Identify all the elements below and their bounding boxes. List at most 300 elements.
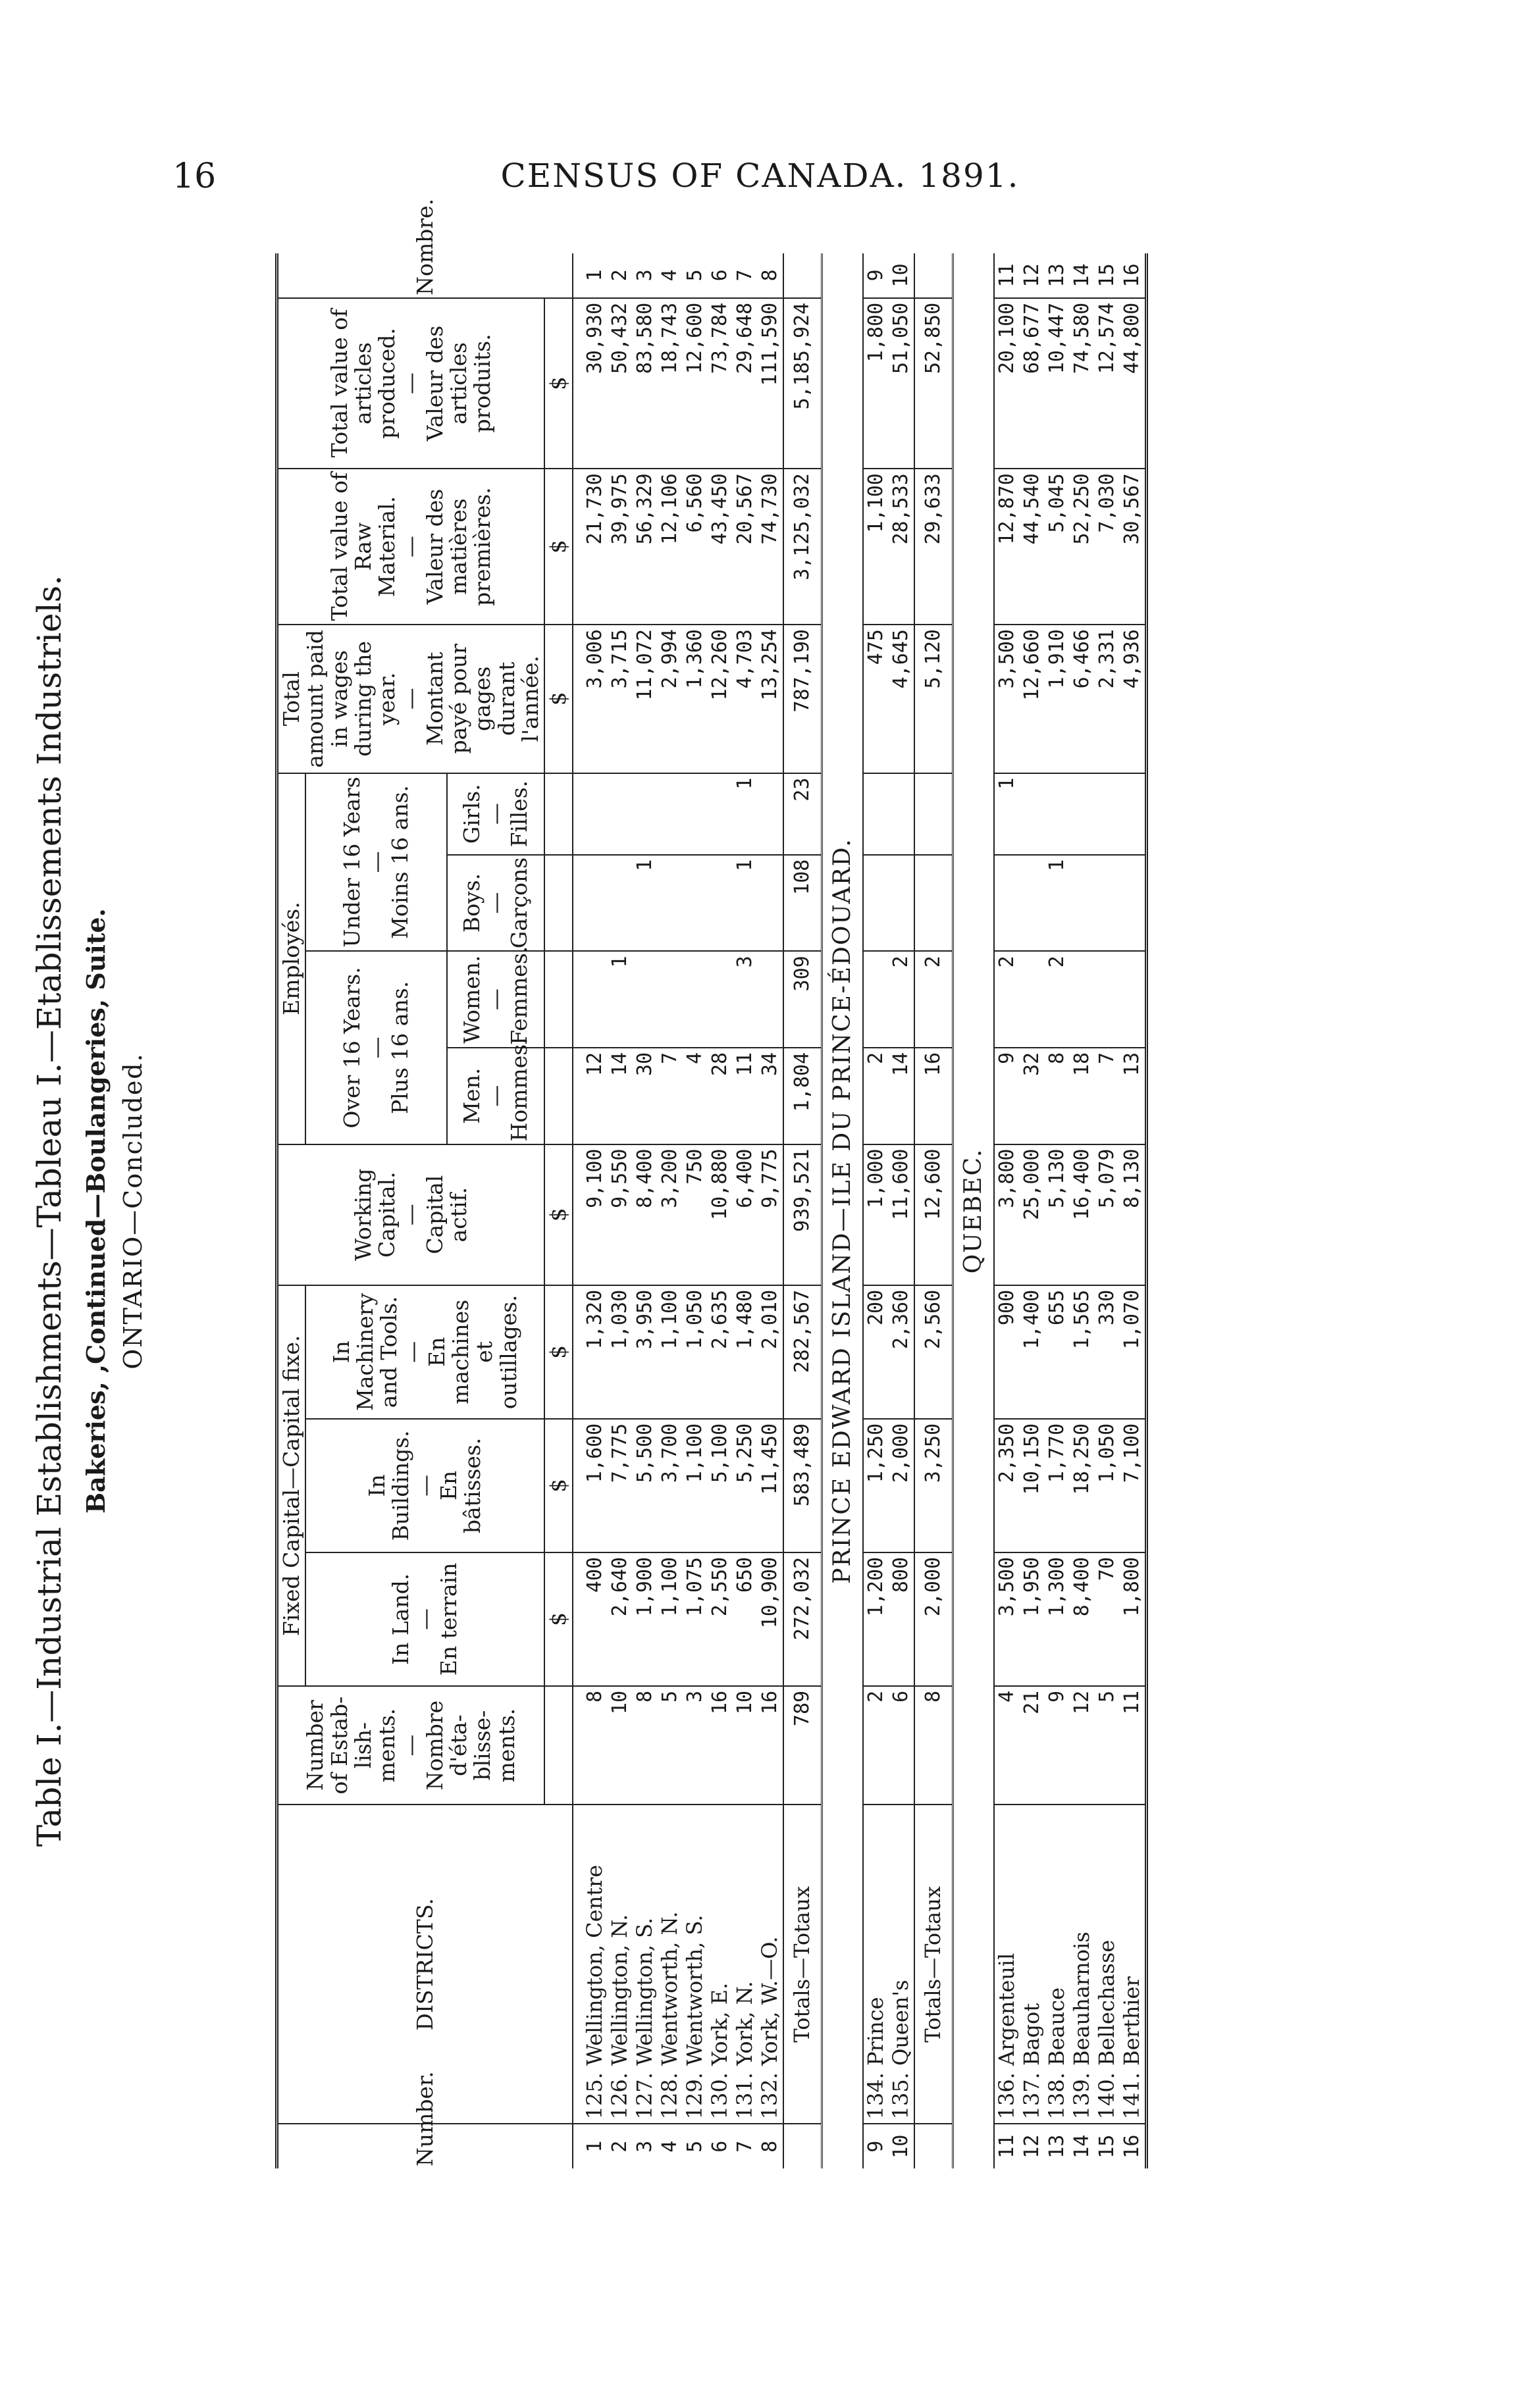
row-number: 7 bbox=[733, 2140, 757, 2153]
table-row bbox=[889, 253, 914, 2168]
row-nombre: 4 bbox=[658, 253, 683, 298]
cell-working: 5,079 bbox=[1095, 1144, 1120, 1285]
col-men-unit bbox=[544, 1048, 572, 1144]
spacer-cell bbox=[573, 1419, 583, 1552]
row-nombre: 8 bbox=[758, 253, 783, 298]
spacer-cell bbox=[573, 1805, 583, 2124]
cell-boys bbox=[863, 855, 889, 952]
col-fixed-capital-header: Fixed Capital—Capital fixe. bbox=[277, 1285, 306, 1686]
cell-men: 14 bbox=[608, 1048, 633, 1144]
col-nombre-header: Nombre. bbox=[277, 253, 573, 298]
table-row bbox=[683, 253, 708, 2168]
page-header: CENSUS OF CANADA. 1891. bbox=[500, 157, 1020, 195]
cell-machinery: 330 bbox=[1095, 1285, 1120, 1419]
cell-machinery: 900 bbox=[994, 1285, 1020, 1419]
total-produced: 52,850 bbox=[914, 298, 953, 469]
cell-wages: 4,936 bbox=[1120, 625, 1147, 773]
cell-machinery: 1,070 bbox=[1120, 1285, 1147, 1419]
cell-produced: 29,648 bbox=[733, 298, 758, 469]
cell-boys: 1 bbox=[733, 855, 758, 952]
cell-raw: 43,450 bbox=[708, 469, 733, 625]
cell-wages: 1,910 bbox=[1045, 625, 1070, 773]
row-nombre: 14 bbox=[1070, 253, 1095, 298]
cell-wages: 2,331 bbox=[1095, 625, 1120, 773]
total-girls bbox=[914, 773, 953, 855]
cell-boys: 1 bbox=[633, 855, 658, 952]
cell-boys bbox=[1120, 855, 1147, 952]
cell-women bbox=[683, 951, 708, 1048]
col-over16-header: Over 16 Years. — Plus 16 ans. bbox=[305, 951, 447, 1144]
table-row bbox=[708, 253, 733, 2168]
total-machinery: 2,560 bbox=[914, 1285, 953, 1419]
cell-estab: 8 bbox=[583, 1686, 608, 1805]
cell-boys bbox=[1095, 855, 1120, 952]
row-nombre: 5 bbox=[683, 253, 708, 298]
row-number: 11 bbox=[995, 2134, 1019, 2159]
cell-produced: 10,447 bbox=[1045, 298, 1070, 469]
cell-buildings: 5,250 bbox=[733, 1419, 758, 1552]
cell-estab: 16 bbox=[708, 1686, 733, 1805]
cell-wages: 4,703 bbox=[733, 625, 758, 773]
cell-women bbox=[583, 951, 608, 1048]
total-produced: 5,185,924 bbox=[783, 298, 822, 469]
table-subtitle: Bakeries, ,Continued—Boulangeries, Suite. bbox=[81, 908, 111, 1514]
table-row bbox=[863, 253, 889, 2168]
row-number: 3 bbox=[633, 2140, 657, 2153]
cell-working: 10,880 bbox=[708, 1144, 733, 1285]
cell-wages: 12,260 bbox=[708, 625, 733, 773]
cell-raw: 30,567 bbox=[1120, 469, 1147, 625]
col-men-header: Men. — Hommes. bbox=[447, 1048, 544, 1144]
totals-label: Totals—Totaux bbox=[914, 1805, 953, 2124]
spacer-cell bbox=[573, 773, 583, 855]
cell-buildings: 7,775 bbox=[608, 1419, 633, 1552]
total-buildings: 3,250 bbox=[914, 1419, 953, 1552]
cell-buildings: 1,770 bbox=[1045, 1419, 1070, 1552]
cell-land: 2,550 bbox=[708, 1552, 733, 1686]
cell-women: 1 bbox=[608, 951, 633, 1048]
total-boys bbox=[914, 855, 953, 952]
section-heading: QUEBEC. bbox=[953, 253, 994, 2168]
cell-women: 3 bbox=[733, 951, 758, 1048]
row-number: 12 bbox=[1020, 2134, 1044, 2159]
cell-men: 2 bbox=[863, 1048, 889, 1144]
cell-women bbox=[633, 951, 658, 1048]
row-number: 14 bbox=[1070, 2134, 1094, 2159]
total-men: 1,804 bbox=[783, 1048, 822, 1144]
spacer-cell bbox=[573, 1552, 583, 1686]
cell-buildings: 2,000 bbox=[889, 1419, 914, 1552]
cell-boys bbox=[708, 855, 733, 952]
cell-girls bbox=[658, 773, 683, 855]
col-wages-unit: $ bbox=[544, 625, 572, 773]
col-produced-unit: $ bbox=[544, 298, 572, 469]
district-name: 137. Bagot bbox=[1020, 1805, 1045, 2124]
totals-row bbox=[783, 253, 822, 2168]
cell-buildings: 11,450 bbox=[758, 1419, 783, 1552]
col-boys-header: Boys. — Garçons bbox=[447, 855, 544, 952]
col-women-unit bbox=[544, 951, 572, 1048]
col-land-header: In Land. — En terrain bbox=[305, 1552, 544, 1686]
totals-number bbox=[914, 2124, 953, 2168]
cell-estab: 5 bbox=[658, 1686, 683, 1805]
cell-buildings: 5,500 bbox=[633, 1419, 658, 1552]
cell-raw: 74,730 bbox=[758, 469, 783, 625]
table-row bbox=[733, 253, 758, 2168]
cell-women bbox=[708, 951, 733, 1048]
cell-raw: 6,560 bbox=[683, 469, 708, 625]
cell-wages: 2,994 bbox=[658, 625, 683, 773]
col-buildings-header: In Buildings. — En bâtisses. bbox=[305, 1419, 544, 1552]
total-women: 2 bbox=[914, 951, 953, 1048]
col-estab-header: Number of Estab-lish-ments. — Nombre d'éta-blisse-ments. bbox=[277, 1686, 545, 1805]
totals-nombre bbox=[783, 253, 822, 298]
cell-produced: 12,600 bbox=[683, 298, 708, 469]
row-number: 6 bbox=[708, 2140, 732, 2153]
spacer-cell bbox=[573, 253, 583, 298]
row-nombre: 1 bbox=[583, 253, 608, 298]
district-name: 135. Queen's bbox=[889, 1805, 914, 2124]
cell-machinery: 2,010 bbox=[758, 1285, 783, 1419]
total-buildings: 583,489 bbox=[783, 1419, 822, 1552]
district-name: 131. York, N. bbox=[733, 1805, 758, 2124]
table-title: Table I.—Industrial Establishments—Tableau I.—Etablissements Industriels. bbox=[30, 575, 68, 1847]
spacer-cell bbox=[573, 951, 583, 1048]
cell-land: 800 bbox=[889, 1552, 914, 1686]
cell-estab: 10 bbox=[733, 1686, 758, 1805]
cell-girls bbox=[708, 773, 733, 855]
cell-women bbox=[863, 951, 889, 1048]
row-nombre: 9 bbox=[863, 253, 889, 298]
cell-machinery: 1,565 bbox=[1070, 1285, 1095, 1419]
cell-produced: 1,800 bbox=[863, 298, 889, 469]
cell-buildings: 1,250 bbox=[863, 1419, 889, 1552]
table-body bbox=[573, 253, 1147, 2168]
col-buildings-unit: $ bbox=[544, 1419, 572, 1552]
page-number: 16 bbox=[172, 157, 217, 196]
col-boys-unit bbox=[544, 855, 572, 952]
cell-boys bbox=[758, 855, 783, 952]
cell-estab: 3 bbox=[683, 1686, 708, 1805]
col-girls-unit bbox=[544, 773, 572, 855]
table-row bbox=[1120, 253, 1147, 2168]
total-land: 2,000 bbox=[914, 1552, 953, 1686]
cell-land: 1,075 bbox=[683, 1552, 708, 1686]
row-nombre: 15 bbox=[1095, 253, 1120, 298]
cell-machinery: 2,360 bbox=[889, 1285, 914, 1419]
cell-men: 18 bbox=[1070, 1048, 1095, 1144]
cell-estab: 4 bbox=[994, 1686, 1020, 1805]
table-row bbox=[758, 253, 783, 2168]
total-wages: 5,120 bbox=[914, 625, 953, 773]
total-women: 309 bbox=[783, 951, 822, 1048]
cell-girls bbox=[1095, 773, 1120, 855]
cell-buildings: 7,100 bbox=[1120, 1419, 1147, 1552]
cell-produced: 111,590 bbox=[758, 298, 783, 469]
cell-raw: 56,329 bbox=[633, 469, 658, 625]
row-nombre: 3 bbox=[633, 253, 658, 298]
cell-machinery: 1,320 bbox=[583, 1285, 608, 1419]
total-land: 272,032 bbox=[783, 1552, 822, 1686]
cell-produced: 83,580 bbox=[633, 298, 658, 469]
cell-men: 8 bbox=[1045, 1048, 1070, 1144]
spacer-cell bbox=[573, 469, 583, 625]
cell-buildings: 5,100 bbox=[708, 1419, 733, 1552]
rotated-table-block bbox=[30, 198, 1481, 2168]
cell-boys bbox=[658, 855, 683, 952]
cell-estab: 8 bbox=[633, 1686, 658, 1805]
cell-girls bbox=[1120, 773, 1147, 855]
col-machinery-unit: $ bbox=[544, 1285, 572, 1419]
cell-boys bbox=[1070, 855, 1095, 952]
col-women-header: Women. — Femmes. bbox=[447, 951, 544, 1048]
cell-men: 12 bbox=[583, 1048, 608, 1144]
cell-women bbox=[758, 951, 783, 1048]
district-name: 128. Wentworth, N. bbox=[658, 1805, 683, 2124]
cell-women bbox=[1095, 951, 1120, 1048]
cell-men: 30 bbox=[633, 1048, 658, 1144]
cell-working: 6,400 bbox=[733, 1144, 758, 1285]
cell-estab: 12 bbox=[1070, 1686, 1095, 1805]
cell-land: 1,900 bbox=[633, 1552, 658, 1686]
table-row bbox=[608, 253, 633, 2168]
cell-girls bbox=[1070, 773, 1095, 855]
cell-wages: 475 bbox=[863, 625, 889, 773]
total-raw: 3,125,032 bbox=[783, 469, 822, 625]
spacer-cell bbox=[573, 1144, 583, 1285]
cell-girls bbox=[683, 773, 708, 855]
cell-men: 13 bbox=[1120, 1048, 1147, 1144]
row-number: 9 bbox=[864, 2140, 888, 2153]
section-heading: PRINCE EDWARD ISLAND—ILE DU PRINCE-ÉDOUARD. bbox=[822, 253, 863, 2168]
cell-men: 32 bbox=[1020, 1048, 1045, 1144]
cell-raw: 1,100 bbox=[863, 469, 889, 625]
cell-girls bbox=[1020, 773, 1045, 855]
cell-wages: 3,715 bbox=[608, 625, 633, 773]
row-nombre: 16 bbox=[1120, 253, 1147, 298]
total-working: 939,521 bbox=[783, 1144, 822, 1285]
district-name: 138. Beauce bbox=[1045, 1805, 1070, 2124]
spacer-row bbox=[573, 253, 583, 2168]
row-number: 5 bbox=[683, 2140, 707, 2153]
cell-girls: 1 bbox=[994, 773, 1020, 855]
cell-girls bbox=[633, 773, 658, 855]
cell-wages: 4,645 bbox=[889, 625, 914, 773]
table-row bbox=[994, 253, 1020, 2168]
district-name: 127. Wellington, S. bbox=[633, 1805, 658, 2124]
spacer-cell bbox=[573, 1048, 583, 1144]
cell-machinery: 3,950 bbox=[633, 1285, 658, 1419]
col-under16-header: Under 16 Years — Moins 16 ans. bbox=[305, 773, 447, 952]
row-nombre: 13 bbox=[1045, 253, 1070, 298]
cell-machinery: 1,400 bbox=[1020, 1285, 1045, 1419]
row-number: 16 bbox=[1120, 2124, 1147, 2168]
cell-women: 2 bbox=[994, 951, 1020, 1048]
cell-working: 25,000 bbox=[1020, 1144, 1045, 1285]
col-girls-header: Girls. — Filles. bbox=[447, 773, 544, 855]
district-name: 139. Beauharnois bbox=[1070, 1805, 1095, 2124]
row-nombre: 11 bbox=[994, 253, 1020, 298]
cell-working: 750 bbox=[683, 1144, 708, 1285]
cell-produced: 18,743 bbox=[658, 298, 683, 469]
totals-nombre bbox=[914, 253, 953, 298]
row-nombre: 2 bbox=[608, 253, 633, 298]
district-name: 141. Berthier bbox=[1120, 1805, 1147, 2124]
row-number: 13 bbox=[1045, 2134, 1069, 2159]
row-number: 15 bbox=[1095, 2134, 1119, 2159]
cell-boys bbox=[608, 855, 633, 952]
cell-wages: 6,466 bbox=[1070, 625, 1095, 773]
totals-number bbox=[783, 2124, 822, 2168]
cell-wages: 13,254 bbox=[758, 625, 783, 773]
cell-working: 11,600 bbox=[889, 1144, 914, 1285]
cell-estab: 2 bbox=[863, 1686, 889, 1805]
cell-produced: 74,580 bbox=[1070, 298, 1095, 469]
cell-boys bbox=[683, 855, 708, 952]
cell-produced: 20,100 bbox=[994, 298, 1020, 469]
table-row bbox=[1020, 253, 1045, 2168]
district-name: 136. Argenteuil bbox=[994, 1805, 1020, 2124]
cell-produced: 12,574 bbox=[1095, 298, 1120, 469]
table-row bbox=[658, 253, 683, 2168]
section-heading-row bbox=[953, 253, 994, 2168]
row-nombre: 6 bbox=[708, 253, 733, 298]
col-estab-unit bbox=[544, 1686, 572, 1805]
cell-men: 9 bbox=[994, 1048, 1020, 1144]
col-wages-header: Total amount paid in wages during the year. — Montant payé pour gages durant l'année. bbox=[277, 625, 545, 773]
cell-women: 2 bbox=[1045, 951, 1070, 1048]
cell-working: 3,200 bbox=[658, 1144, 683, 1285]
table-row bbox=[1045, 253, 1070, 2168]
cell-women bbox=[1070, 951, 1095, 1048]
total-girls: 23 bbox=[783, 773, 822, 855]
cell-raw: 39,975 bbox=[608, 469, 633, 625]
cell-produced: 73,784 bbox=[708, 298, 733, 469]
cell-wages: 11,072 bbox=[633, 625, 658, 773]
section-heading-row bbox=[822, 253, 863, 2168]
cell-boys bbox=[583, 855, 608, 952]
cell-land: 400 bbox=[583, 1552, 608, 1686]
cell-girls: 1 bbox=[733, 773, 758, 855]
district-name: 129. Wentworth, S. bbox=[683, 1805, 708, 2124]
total-boys: 108 bbox=[783, 855, 822, 952]
cell-land: 1,800 bbox=[1120, 1552, 1147, 1686]
cell-machinery: 2,635 bbox=[708, 1285, 733, 1419]
row-number: 2 bbox=[608, 2140, 632, 2153]
row-nombre: 12 bbox=[1020, 253, 1045, 298]
cell-estab: 11 bbox=[1120, 1686, 1147, 1805]
cell-machinery: 1,100 bbox=[658, 1285, 683, 1419]
col-raw-unit: $ bbox=[544, 469, 572, 625]
spacer-cell bbox=[573, 625, 583, 773]
cell-machinery: 1,030 bbox=[608, 1285, 633, 1419]
table-region: ONTARIO—Concluded. bbox=[118, 1052, 147, 1370]
col-employes-header: Employés. bbox=[277, 773, 306, 1144]
col-working-header: Working Capital. — Capital actif. bbox=[277, 1144, 545, 1285]
cell-working: 1,000 bbox=[863, 1144, 889, 1285]
row-number: 10 bbox=[889, 2134, 913, 2159]
cell-girls bbox=[889, 773, 914, 855]
cell-machinery: 200 bbox=[863, 1285, 889, 1419]
cell-produced: 30,930 bbox=[583, 298, 608, 469]
cell-land: 650 bbox=[733, 1552, 758, 1686]
cell-raw: 20,567 bbox=[733, 469, 758, 625]
cell-raw: 12,870 bbox=[994, 469, 1020, 625]
table-row bbox=[583, 253, 608, 2168]
cell-girls bbox=[583, 773, 608, 855]
col-machinery-header: In Machinery and Tools. — En machines et outillages. bbox=[305, 1285, 544, 1419]
col-number-header: Number. bbox=[277, 2124, 573, 2168]
table-row bbox=[633, 253, 658, 2168]
col-working-unit: $ bbox=[544, 1144, 572, 1285]
district-name: 134. Prince bbox=[863, 1805, 889, 2124]
total-estab: 8 bbox=[914, 1686, 953, 1805]
total-machinery: 282,567 bbox=[783, 1285, 822, 1419]
table-row bbox=[1070, 253, 1095, 2168]
cell-working: 8,400 bbox=[633, 1144, 658, 1285]
totals-label: Totals—Totaux bbox=[783, 1805, 822, 2124]
cell-land: 1,200 bbox=[863, 1552, 889, 1686]
cell-men: 11 bbox=[733, 1048, 758, 1144]
cell-machinery: 1,480 bbox=[733, 1285, 758, 1419]
cell-women bbox=[1020, 951, 1045, 1048]
cell-produced: 68,677 bbox=[1020, 298, 1045, 469]
cell-land: 1,950 bbox=[1020, 1552, 1045, 1686]
totals-row bbox=[914, 253, 953, 2168]
district-name: 140. Bellechasse bbox=[1095, 1805, 1120, 2124]
cell-working: 9,775 bbox=[758, 1144, 783, 1285]
cell-estab: 9 bbox=[1045, 1686, 1070, 1805]
cell-men: 34 bbox=[758, 1048, 783, 1144]
spacer-cell bbox=[573, 1285, 583, 1419]
cell-buildings: 1,100 bbox=[683, 1419, 708, 1552]
cell-working: 16,400 bbox=[1070, 1144, 1095, 1285]
cell-buildings: 1,050 bbox=[1095, 1419, 1120, 1552]
district-name: 130. York, E. bbox=[708, 1805, 733, 2124]
col-land-unit: $ bbox=[544, 1552, 572, 1686]
cell-land: 8,400 bbox=[1070, 1552, 1095, 1686]
cell-women: 2 bbox=[889, 951, 914, 1048]
census-table bbox=[275, 198, 1148, 2168]
table-row bbox=[1095, 253, 1120, 2168]
spacer-cell bbox=[573, 298, 583, 469]
cell-working: 9,550 bbox=[608, 1144, 633, 1285]
row-number: 4 bbox=[658, 2140, 682, 2153]
district-name: 125. Wellington, Centre bbox=[583, 1805, 608, 2124]
cell-boys bbox=[889, 855, 914, 952]
cell-land: 10,900 bbox=[758, 1552, 783, 1686]
total-raw: 29,633 bbox=[914, 469, 953, 625]
cell-working: 9,100 bbox=[583, 1144, 608, 1285]
spacer-cell bbox=[573, 1686, 583, 1805]
cell-boys bbox=[994, 855, 1020, 952]
cell-men: 4 bbox=[683, 1048, 708, 1144]
cell-buildings: 18,250 bbox=[1070, 1419, 1095, 1552]
cell-land: 2,640 bbox=[608, 1552, 633, 1686]
row-number: 1 bbox=[583, 2140, 607, 2153]
total-estab: 789 bbox=[783, 1686, 822, 1805]
cell-land: 1,300 bbox=[1045, 1552, 1070, 1686]
cell-men: 7 bbox=[1095, 1048, 1120, 1144]
cell-wages: 3,500 bbox=[994, 625, 1020, 773]
cell-men: 7 bbox=[658, 1048, 683, 1144]
cell-working: 5,130 bbox=[1045, 1144, 1070, 1285]
cell-working: 3,800 bbox=[994, 1144, 1020, 1285]
cell-raw: 44,540 bbox=[1020, 469, 1045, 625]
cell-produced: 50,432 bbox=[608, 298, 633, 469]
cell-wages: 1,360 bbox=[683, 625, 708, 773]
col-districts-header: DISTRICTS. bbox=[277, 1805, 573, 2124]
